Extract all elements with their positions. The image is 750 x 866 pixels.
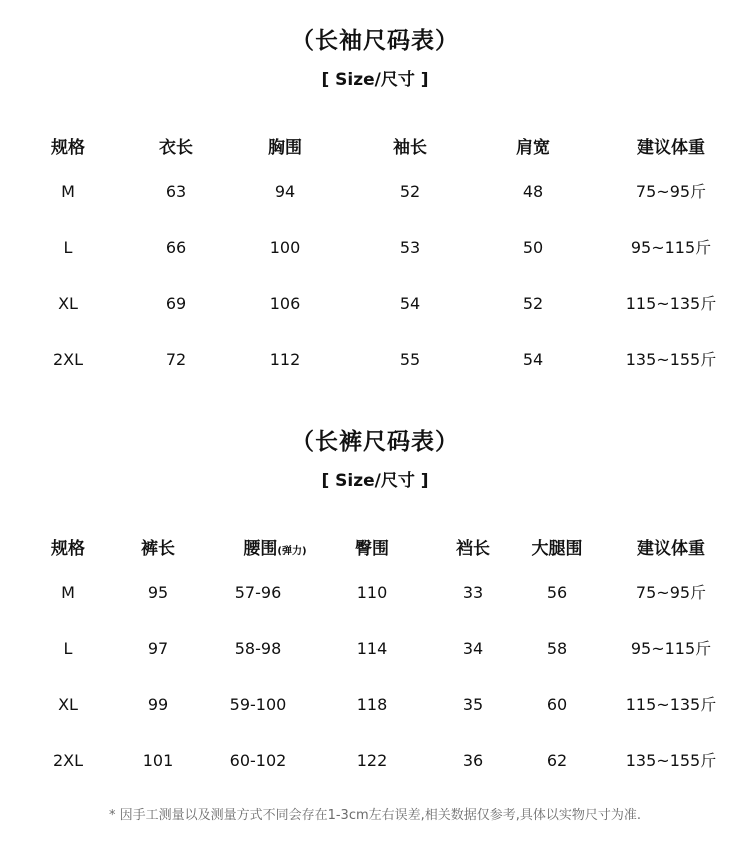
pants-cell-length: 95 <box>147 583 169 602</box>
pants-cell-size: 2XL <box>52 751 84 770</box>
shirt-cell-sleeve: 52 <box>399 182 421 201</box>
pants-cell-hip: 110 <box>356 583 388 602</box>
pants-cell-rise: 34 <box>462 639 484 658</box>
shirt-cell-sleeve: 54 <box>399 294 421 313</box>
pants-cell-length: 101 <box>142 751 174 770</box>
pants-cell-hip: 122 <box>356 751 388 770</box>
pants-cell-weight: 95~115斤 <box>630 639 712 658</box>
pants-header-rise: 裆长 <box>456 539 490 559</box>
pants-table-subtitle: [ Size/尺寸 ] <box>321 471 429 491</box>
shirt-cell-chest: 112 <box>269 350 301 369</box>
shirt-header-sleeve: 袖长 <box>393 138 427 158</box>
shirt-cell-length: 72 <box>165 350 187 369</box>
pants-cell-thigh: 56 <box>546 583 568 602</box>
pants-header-length: 裤长 <box>141 539 175 559</box>
shirt-header-size: 规格 <box>51 138 85 158</box>
pants-cell-length: 97 <box>147 639 169 658</box>
pants-header-waist: 腰围(弹力) <box>243 539 307 559</box>
pants-cell-waist: 60-102 <box>229 751 287 770</box>
pants-table-title: （长裤尺码表） <box>291 429 459 455</box>
pants-cell-weight: 135~155斤 <box>625 751 717 770</box>
pants-cell-thigh: 62 <box>546 751 568 770</box>
shirt-cell-chest: 94 <box>274 182 296 201</box>
shirt-cell-weight: 95~115斤 <box>630 238 712 257</box>
shirt-header-chest: 胸围 <box>268 138 302 158</box>
shirt-cell-shoulder: 48 <box>522 182 544 201</box>
shirt-table-subtitle: [ Size/尺寸 ] <box>321 70 429 90</box>
shirt-cell-chest: 106 <box>269 294 301 313</box>
shirt-cell-shoulder: 54 <box>522 350 544 369</box>
waist-elastic-note: (弹力) <box>277 546 307 557</box>
shirt-cell-chest: 100 <box>269 238 301 257</box>
shirt-cell-sleeve: 55 <box>399 350 421 369</box>
shirt-cell-size: L <box>63 238 73 257</box>
measurement-footnote: * 因手工测量以及测量方式不同会存在1-3cm左右误差,相关数据仅参考,具体以实物尺寸为准. <box>108 808 642 823</box>
pants-header-weight: 建议体重 <box>637 539 705 559</box>
shirt-cell-length: 66 <box>165 238 187 257</box>
pants-cell-rise: 33 <box>462 583 484 602</box>
shirt-cell-weight: 135~155斤 <box>625 350 717 369</box>
shirt-cell-length: 69 <box>165 294 187 313</box>
shirt-cell-length: 63 <box>165 182 187 201</box>
pants-cell-waist: 57-96 <box>234 583 282 602</box>
shirt-header-shoulder: 肩宽 <box>516 138 550 158</box>
pants-cell-weight: 115~135斤 <box>625 695 717 714</box>
pants-cell-size: XL <box>58 695 78 714</box>
pants-cell-thigh: 60 <box>546 695 568 714</box>
pants-cell-hip: 118 <box>356 695 388 714</box>
pants-header-size: 规格 <box>51 539 85 559</box>
pants-cell-rise: 35 <box>462 695 484 714</box>
shirt-cell-sleeve: 53 <box>399 238 421 257</box>
shirt-header-length: 衣长 <box>159 138 193 158</box>
shirt-table-title: （长袖尺码表） <box>291 28 459 54</box>
shirt-cell-shoulder: 52 <box>522 294 544 313</box>
pants-header-thigh: 大腿围 <box>531 539 583 559</box>
pants-cell-rise: 36 <box>462 751 484 770</box>
shirt-header-weight: 建议体重 <box>637 138 705 158</box>
shirt-cell-weight: 75~95斤 <box>635 182 707 201</box>
shirt-cell-shoulder: 50 <box>522 238 544 257</box>
pants-header-hip: 臀围 <box>355 539 389 559</box>
shirt-cell-size: XL <box>58 294 78 313</box>
pants-cell-size: M <box>61 583 75 602</box>
pants-cell-thigh: 58 <box>546 639 568 658</box>
pants-cell-weight: 75~95斤 <box>635 583 707 602</box>
pants-cell-hip: 114 <box>356 639 388 658</box>
pants-cell-waist: 59-100 <box>229 695 287 714</box>
shirt-cell-size: M <box>61 182 75 201</box>
shirt-cell-weight: 115~135斤 <box>625 294 717 313</box>
pants-cell-waist: 58-98 <box>234 639 282 658</box>
pants-cell-size: L <box>63 639 73 658</box>
pants-cell-length: 99 <box>147 695 169 714</box>
shirt-cell-size: 2XL <box>52 350 84 369</box>
